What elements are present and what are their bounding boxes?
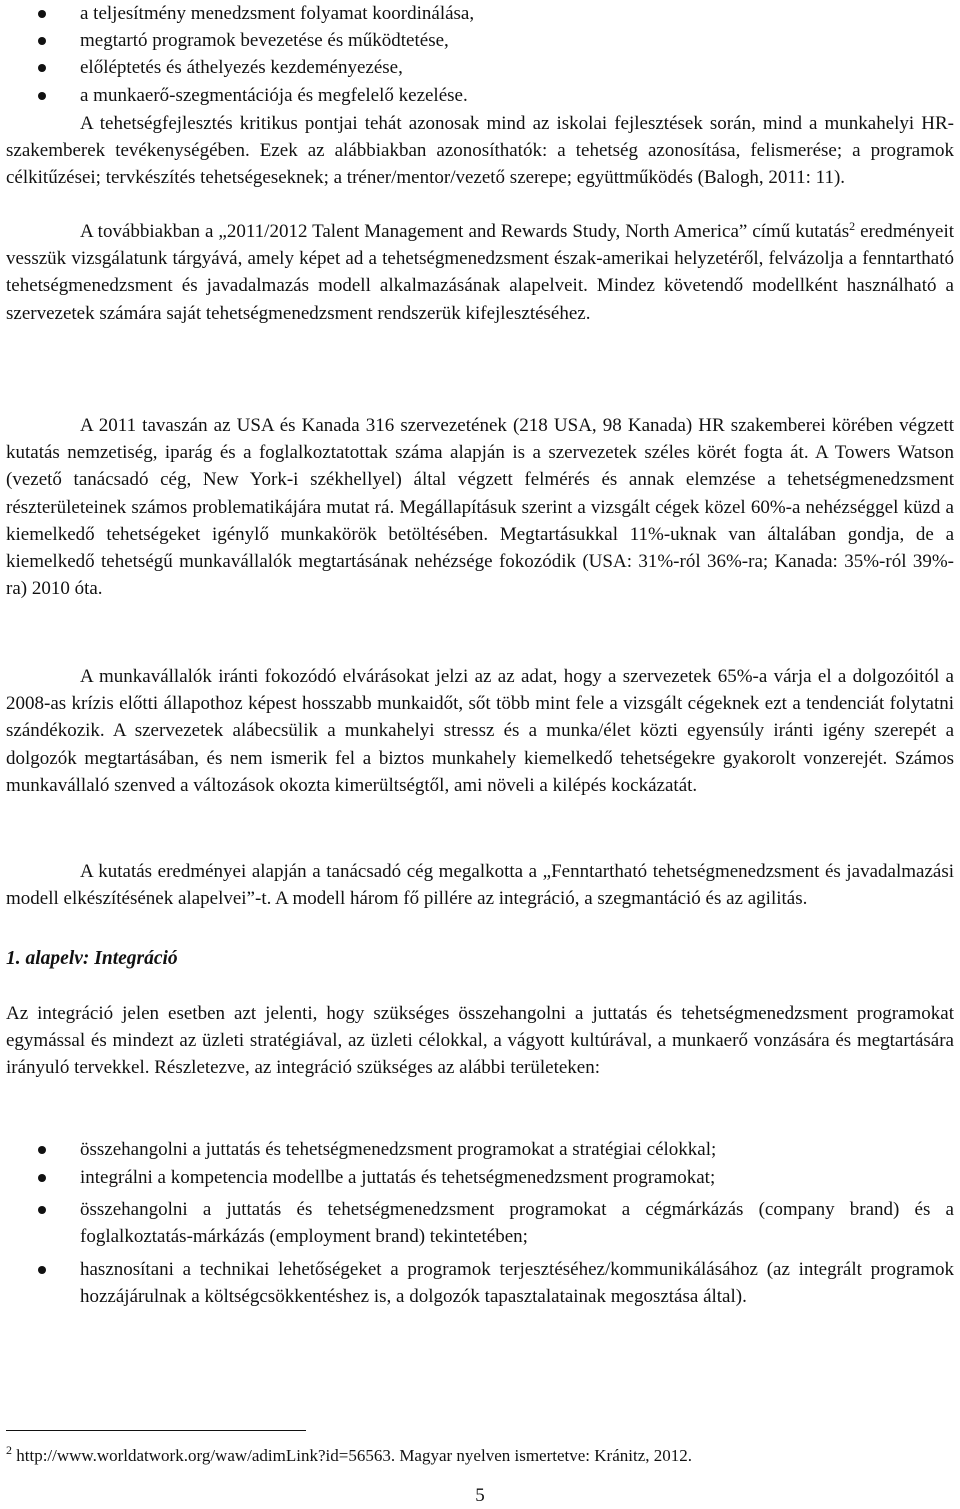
paragraph: A 2011 tavaszán az USA és Kanada 316 szervezetének (218 USA, 98 Kanada) HR szakemberei körében végzett kutatás nemzetiség, iparág és a foglalkoztatottak száma alapján is a szervezetek széles körét fogta át. A Towers Watson (vezető tanácsadó cég, New York-i székhellyel) által végzett felmérés és annak elemzése a tehetségmenedzsment részterületeinek számos problematikájára mutat rá. Megállapításuk szerint a vizsgált cégek közel 60%-a nehézséggel küzd a kiemelkedő tehetségeket igénylő munkakörök betöltésében. Megtartásukkal 11%-uknak van általában gondja, de a kiemelkedő tehetségű munkavállalók megtartásának nehézsége fokozódik (USA: 31%-ról 36%-ra; Kanada: 35%-ról 39%-ra) 2010 óta. bbox=[6, 415, 954, 600]
section-heading: 1. alapelv: Integráció bbox=[6, 948, 178, 969]
list-item: hasznosítani a technikai lehetőségeket a programok terjesztéséhez/kommunikálásához (az integrált programok hozzájárulnak a költségcsökkentéshez is, a dolgozók tapasztalatainak megosztása által). bbox=[80, 1259, 954, 1308]
bullet-dot bbox=[38, 1174, 46, 1182]
footnote-text: http://www.worldatwork.org/waw/adimLink?id=56563. Magyar nyelven ismertetve: Kránitz, 2012. bbox=[12, 1446, 692, 1465]
footnote-separator bbox=[6, 1430, 306, 1431]
list-item: integrálni a kompetencia modellbe a juttatás és tehetségmenedzsment programokat; bbox=[80, 1167, 716, 1188]
list-item: előléptetés és áthelyezés kezdeményezése, bbox=[80, 57, 403, 78]
paragraph: Az integráció jelen esetben azt jelenti, hogy szükséges összehangolni a juttatás és tehetségmenedzsment programokat egymással és mindezt az üzleti stratégiával, az üzleti célokkal, a vágyott kultúrával, a munkaerő vonzására és megtartására irányuló tervekkel. Részletezve, az integráció szükséges az alábbi területeken: bbox=[6, 1003, 954, 1079]
paragraph-text: eredményeit vesszük vizsgálatunk tárgyává, amely képet ad a tehetségmenedzsment észak-amerikai helyzetéről, felvázolja a fenntartható tehetségmenedzsment és javadalmazás modell alkalmazásának alapelveit. Mindez követendő modellként használható a szervezetek számára saját tehetségmenedzsment rendszerük kifejlesztéséhez. bbox=[6, 221, 954, 324]
bullet-dot bbox=[38, 10, 46, 18]
list-item: a munkaerő-szegmentációja és megfelelő kezelése. bbox=[80, 85, 468, 106]
paragraph-text: A továbbiakban a „2011/2012 Talent Management and Rewards Study, North America” című kutatás bbox=[80, 221, 850, 242]
bullet-dot bbox=[38, 1266, 46, 1274]
bullet-dot bbox=[38, 1146, 46, 1154]
paragraph: A munkavállalók iránti fokozódó elvárásokat jelzi az az adat, hogy a szervezetek 65%-a várja el a dolgozóitól a 2008-as krízis előtti állapothoz képest hosszabb munkaidőt, sőt több mint fele a vizsgált cégeknek ezt a tendenciát folytatni szándékozik. A szervezetek alábecsülik a munkahelyi stressz és a munka/élet közti egyensúly iránti igény szerepét a dolgozók megtartásában, és nem ismerik fel a biztos munkahely kiemelkedő tehetségekre gyakorolt vonzerejét. Számos munkavállaló szenved a változások okozta kimerültségtől, ami növeli a kilépés kockázatát. bbox=[6, 666, 954, 796]
bullet-dot bbox=[38, 1206, 46, 1214]
bullet-dot bbox=[38, 37, 46, 45]
paragraph: A tehetségfejlesztés kritikus pontjai tehát azonosak mind az iskolai fejlesztések során, mind a munkahelyi HR-szakemberek tevékenységében. Ezek az alábbiakban azonosíthatók: a tehetség azonosítása, felismerése; a programok célkitűzései; tervkészítés tehetségeseknek; a tréner/mentor/vezető szerepe; együttműködés (Balogh, 2011: 11). bbox=[6, 113, 954, 189]
footnote-reference: 2 bbox=[849, 219, 856, 233]
footnote bbox=[6, 1443, 692, 1466]
paragraph: A kutatás eredményei alapján a tanácsadó cég megalkotta a „Fenntartható tehetségmenedzsment és javadalmazási modell elkészítésének alapelvei”-t. A modell három fő pillére az integráció, a szegmantáció és az agilitás. bbox=[6, 861, 954, 910]
paragraph bbox=[6, 218, 954, 327]
list-item: megtartó programok bevezetése és működtetése, bbox=[80, 30, 449, 51]
list-item: összehangolni a juttatás és tehetségmenedzsment programokat a cégmárkázás (company brand) és a foglalkoztatás-márkázás (employment brand) tekintetében; bbox=[80, 1199, 954, 1248]
list-item: a teljesítmény menedzsment folyamat koordinálása, bbox=[80, 3, 475, 24]
bullet-dot bbox=[38, 64, 46, 72]
bullet-dot bbox=[38, 92, 46, 100]
footnote-mark: 2 bbox=[6, 1443, 12, 1457]
page-number: 5 bbox=[475, 1485, 485, 1506]
list-item: összehangolni a juttatás és tehetségmenedzsment programokat a stratégiai célokkal; bbox=[80, 1139, 717, 1160]
